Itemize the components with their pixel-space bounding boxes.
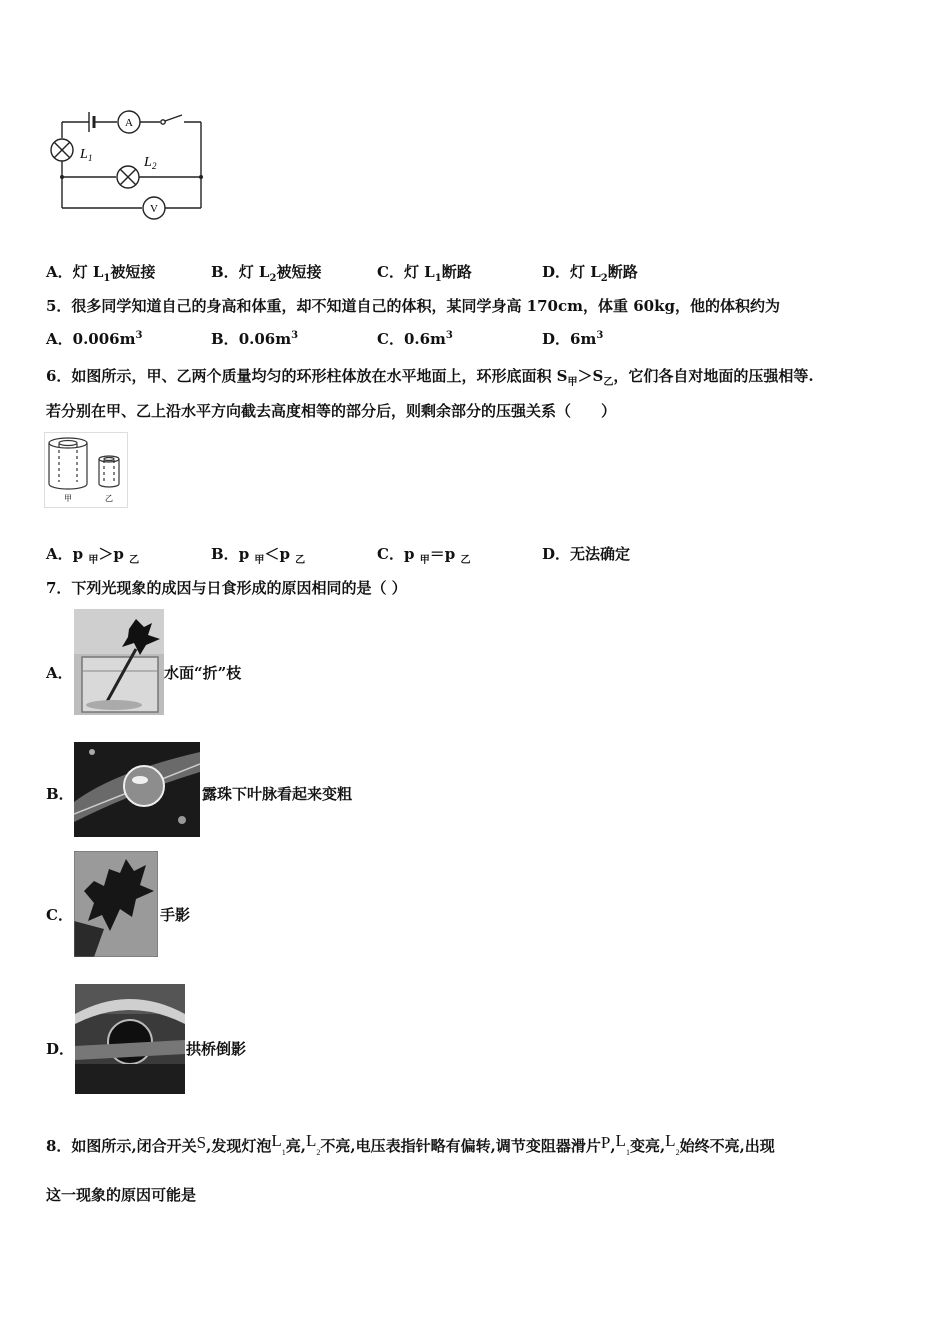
voltmeter-label: V xyxy=(150,203,158,215)
option-text: 被短接 xyxy=(276,263,322,281)
option-sub: 甲 xyxy=(254,555,265,566)
option-sup: 3 xyxy=(445,330,453,341)
option-sub: 甲 xyxy=(419,555,430,566)
label-jia: 甲 xyxy=(64,494,72,503)
option-text: 0.06m xyxy=(238,330,292,348)
q6-stem-line1 xyxy=(46,365,814,388)
option-sup: 3 xyxy=(135,330,143,341)
symbol-l2: L xyxy=(665,1131,676,1150)
q7-option-c-letter[interactable]: C． xyxy=(46,906,73,924)
q7-option-b-text: 露珠下叶脉看起来变粗 xyxy=(202,785,353,803)
option-letter: B． xyxy=(211,263,239,281)
photo-arch-bridge xyxy=(75,984,185,1094)
cylinders-figure xyxy=(44,432,128,508)
option-text: p xyxy=(72,545,84,563)
option-text: p xyxy=(403,545,415,563)
option-sup: 3 xyxy=(596,330,604,341)
symbol-s: S xyxy=(196,1133,207,1152)
option-sub: 甲 xyxy=(88,555,99,566)
symbol-l1: L xyxy=(271,1131,282,1150)
symbol-sub: 1 xyxy=(625,1148,630,1157)
option-sub: 2 xyxy=(600,273,608,284)
l1-label: L xyxy=(80,147,88,162)
q7-option-b-letter[interactable]: B． xyxy=(46,785,74,803)
l2-label: L xyxy=(144,155,152,170)
q5-option-b[interactable] xyxy=(211,328,298,349)
option-text: 断路 xyxy=(441,263,472,281)
option-op: ＞ xyxy=(98,545,114,563)
option-text: 断路 xyxy=(607,263,638,281)
stem-text: 变亮, xyxy=(629,1137,666,1155)
q5-option-c[interactable] xyxy=(377,328,453,349)
option-text: 灯 L xyxy=(403,263,435,281)
option-sub: 1 xyxy=(103,273,111,284)
option-op: ＝ xyxy=(429,545,445,563)
option-sub: 1 xyxy=(434,273,442,284)
option-text: p xyxy=(444,545,456,563)
stem-text: , xyxy=(610,1137,616,1155)
circuit-diagram xyxy=(44,100,214,220)
q6-option-c[interactable] xyxy=(377,543,470,566)
option-letter: D． xyxy=(542,263,571,281)
stem-text: ＞S xyxy=(577,367,604,385)
q8-stem-line2: 这一现象的原因可能是 xyxy=(46,1186,197,1204)
l2-sub: 2 xyxy=(152,161,157,171)
option-letter: B． xyxy=(211,545,239,563)
option-text: 灯 L xyxy=(570,263,601,281)
stem-text: ，它们各自对地面的压强相等. xyxy=(613,367,814,385)
option-sub: 乙 xyxy=(295,555,306,566)
stem-text: 6．如图所示，甲、乙两个质量均匀的环形柱体放在水平地面上，环形底面积 S xyxy=(46,367,568,385)
q7-option-d-text: 拱桥倒影 xyxy=(186,1040,247,1058)
q4-option-c[interactable] xyxy=(377,261,472,284)
option-text: 灯 L xyxy=(238,263,270,281)
option-letter: C． xyxy=(377,545,404,563)
option-text: p xyxy=(113,545,124,563)
option-op: ＜ xyxy=(264,545,280,563)
symbol-l2: L xyxy=(306,1131,317,1150)
q6-option-b[interactable] xyxy=(211,543,305,566)
q4-option-d[interactable] xyxy=(542,261,638,284)
q5-option-a[interactable] xyxy=(46,328,142,349)
q7-option-a-text: 水面“折”枝 xyxy=(164,664,242,682)
option-letter: A． xyxy=(46,330,73,348)
option-sub: 2 xyxy=(269,273,277,284)
label-yi: 乙 xyxy=(105,494,113,503)
symbol-sub: 1 xyxy=(281,1148,286,1157)
option-text: p xyxy=(238,545,250,563)
q4-option-b[interactable] xyxy=(211,261,321,284)
q4-option-a[interactable] xyxy=(46,261,155,284)
option-sub: 乙 xyxy=(460,555,471,566)
option-text: 0.006m xyxy=(72,330,136,348)
option-letter: D． xyxy=(542,330,571,348)
q7-stem: 7．下列光现象的成因与日食形成的原因相同的是（ ） xyxy=(46,579,407,597)
photo-water-branch xyxy=(74,609,164,715)
q7-option-d-letter[interactable]: D． xyxy=(46,1040,75,1058)
stem-text: 不亮,电压表指针略有偏转,调节变阻器滑片 xyxy=(320,1137,601,1155)
ammeter-label: A xyxy=(125,117,133,129)
option-text: 无法确定 xyxy=(570,545,631,563)
photo-hand-shadow xyxy=(74,851,158,957)
l1-sub: 1 xyxy=(88,153,93,163)
option-text: p xyxy=(279,545,290,563)
q5-stem: 5．很多同学知道自己的身高和体重，却不知道自己的体积，某同学身高 170cm，体重 60kg，他的体积约为 xyxy=(46,297,780,315)
stem-text: 8．如图所示,闭合开关 xyxy=(46,1137,197,1155)
stem-sub: 乙 xyxy=(603,377,614,388)
stem-text: 亮, xyxy=(285,1137,306,1155)
symbol-l1: L xyxy=(615,1131,626,1150)
stem-text: 始终不亮,出现 xyxy=(679,1137,775,1155)
q6-option-d[interactable] xyxy=(542,543,630,564)
option-sup: 3 xyxy=(291,330,299,341)
q5-option-d[interactable] xyxy=(542,328,603,349)
q8-stem-line1 xyxy=(46,1131,775,1157)
option-letter: A． xyxy=(46,263,73,281)
option-letter: A． xyxy=(46,545,73,563)
option-text: 灯 L xyxy=(72,263,104,281)
stem-text: ,发现灯泡 xyxy=(206,1137,272,1155)
option-text: 被短接 xyxy=(110,263,156,281)
q6-option-a[interactable] xyxy=(46,543,139,566)
symbol-sub: 2 xyxy=(316,1148,321,1157)
option-text: 6m xyxy=(570,330,597,348)
photo-dew-leaf xyxy=(74,742,200,837)
option-letter: D． xyxy=(542,545,571,563)
option-letter: B． xyxy=(211,330,239,348)
option-sub: 乙 xyxy=(129,555,140,566)
option-text: 0.6m xyxy=(403,330,446,348)
q7-option-a-letter[interactable]: A． xyxy=(46,664,73,682)
option-letter: C． xyxy=(377,330,404,348)
option-letter: C． xyxy=(377,263,404,281)
symbol-p: P xyxy=(600,1133,611,1152)
q6-stem-line2: 若分别在甲、乙上沿水平方向截去高度相等的部分后，则剩余部分的压强关系（ ） xyxy=(46,402,617,420)
q7-option-c-text: 手影 xyxy=(160,906,191,924)
symbol-sub: 2 xyxy=(675,1148,680,1157)
stem-sub: 甲 xyxy=(567,377,578,388)
